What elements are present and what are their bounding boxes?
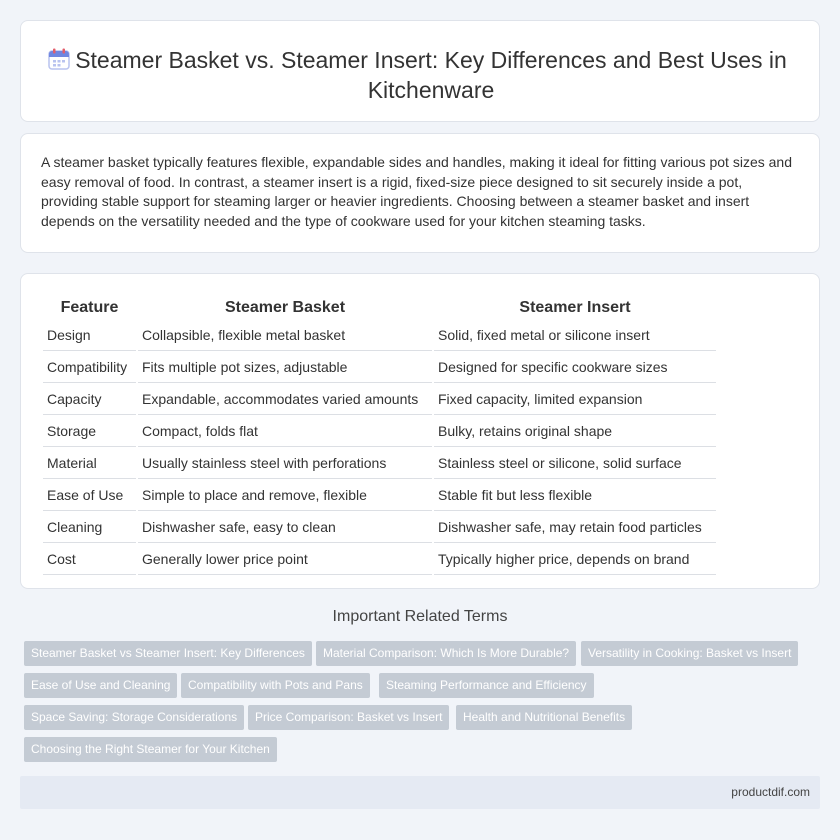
table-header-row (43, 297, 716, 319)
intro-paragraph: A steamer basket typically features flexible, expandable sides and handles, making it ideal for fitting various pot sizes and easy removal of food. In contrast, a steamer insert is a rigid, fixed-size piece designed to sit securely inside a pot, providing stable support for steaming larger or heavier ingredients. Choosing between a steamer basket and insert depends on the versatility needed and the type of cookware used for your kitchen steaming tasks. (41, 154, 792, 229)
related-tag[interactable]: Steamer Basket vs Steamer Insert: Key Differences (24, 641, 312, 666)
table-row (43, 417, 716, 447)
comparison-table (41, 295, 718, 577)
page-title: Steamer Basket vs. Steamer Insert: Key Differences and Best Uses in Kitchenware (75, 47, 787, 103)
header-feature: Feature (60, 299, 119, 316)
feature-cell: Cleaning (43, 513, 136, 543)
basket-cell: Generally lower price point (138, 545, 432, 575)
feature-cell: Storage (43, 417, 136, 447)
related-terms-title: Important Related Terms (332, 608, 508, 625)
table-row (43, 353, 716, 383)
insert-cell: Typically higher price, depends on brand (434, 545, 716, 575)
insert-cell: Dishwasher safe, may retain food particles (434, 513, 716, 543)
insert-cell: Stainless steel or silicone, solid surface (434, 449, 716, 479)
insert-cell: Bulky, retains original shape (434, 417, 716, 447)
basket-cell: Dishwasher safe, easy to clean (138, 513, 432, 543)
feature-cell: Material (43, 449, 136, 479)
basket-cell: Simple to place and remove, flexible (138, 481, 432, 511)
header-steamer-basket: Steamer Basket (224, 299, 346, 316)
feature-cell: Capacity (43, 385, 136, 415)
basket-cell: Compact, folds flat (138, 417, 432, 447)
comparison-card (20, 273, 820, 589)
feature-cell: Cost (43, 545, 136, 575)
related-tag[interactable]: Choosing the Right Steamer for Your Kitchen (24, 737, 277, 762)
related-tag[interactable]: Material Comparison: Which Is More Durable? (316, 641, 576, 666)
table-row (43, 385, 716, 415)
related-tag[interactable]: Price Comparison: Basket vs Insert (248, 705, 449, 730)
title-card (20, 20, 820, 122)
basket-cell: Collapsible, flexible metal basket (138, 321, 432, 351)
table-row (43, 481, 716, 511)
related-tag[interactable]: Ease of Use and Cleaning (24, 673, 177, 698)
table-row (43, 321, 716, 351)
table-row (43, 449, 716, 479)
insert-cell: Fixed capacity, limited expansion (434, 385, 716, 415)
basket-cell: Usually stainless steel with perforations (138, 449, 432, 479)
feature-cell: Compatibility (43, 353, 136, 383)
related-tag[interactable]: Space Saving: Storage Considerations (24, 705, 244, 730)
insert-cell: Solid, fixed metal or silicone insert (434, 321, 716, 351)
insert-cell: Designed for specific cookware sizes (434, 353, 716, 383)
intro-card (20, 133, 820, 253)
footer (20, 776, 820, 809)
related-tag[interactable]: Health and Nutritional Benefits (456, 705, 632, 730)
footer-site-link[interactable]: productdif.com (731, 785, 810, 799)
header-steamer-insert: Steamer Insert (519, 299, 631, 316)
related-tag[interactable]: Compatibility with Pots and Pans (181, 673, 370, 698)
insert-cell: Stable fit but less flexible (434, 481, 716, 511)
related-tag[interactable]: Versatility in Cooking: Basket vs Insert (581, 641, 798, 666)
table-row (43, 545, 716, 575)
basket-cell: Expandable, accommodates varied amounts (138, 385, 432, 415)
basket-cell: Fits multiple pot sizes, adjustable (138, 353, 432, 383)
related-tag[interactable]: Steaming Performance and Efficiency (379, 673, 594, 698)
table-row (43, 513, 716, 543)
feature-cell: Design (43, 321, 136, 351)
feature-cell: Ease of Use (43, 481, 136, 511)
